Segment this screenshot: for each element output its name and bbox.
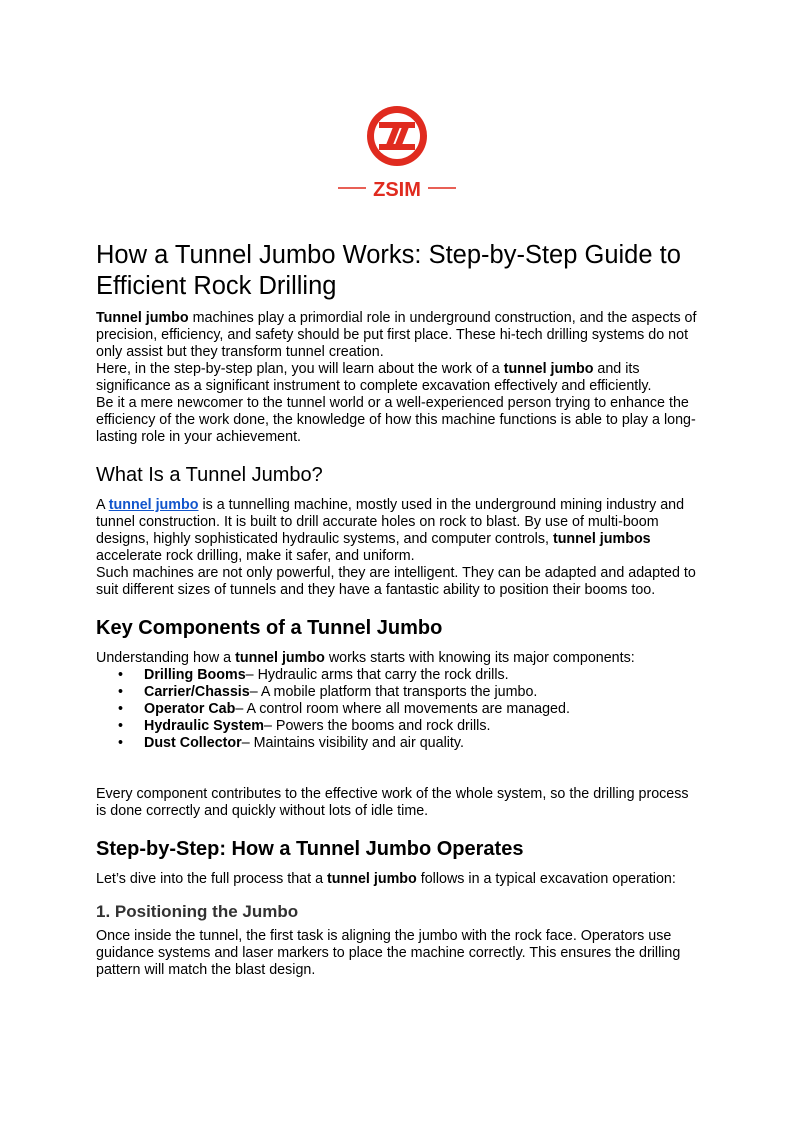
tunnel-jumbo-link[interactable]: tunnel jumbo	[108, 497, 199, 513]
list-item: • Dust Collector– Maintains visibility and air quality.	[118, 735, 464, 751]
intro-paragraph-3: Be it a mere newcomer to the tunnel world or a well-experienced person trying to enhance the efficiency of the work done, the knowledge of how this machine functions is able to play a long-lasting role in your achievement.	[96, 395, 696, 445]
what-is-paragraph-2: Such machines are not only powerful, they are intelligent. They can be adapted and adapted to suit different sizes of tunnels and they have a fantastic ability to position their booms too.	[96, 565, 696, 598]
steps-intro: Let’s dive into the full process that a tunnel jumbo follows in a typical excavation operation:	[96, 871, 676, 887]
list-item: • Carrier/Chassis– A mobile platform that transports the jumbo.	[118, 684, 538, 700]
article-content	[96, 240, 702, 979]
list-item: • Operator Cab– A control room where all movements are managed.	[118, 701, 570, 717]
intro-paragraph-1: Tunnel jumbo machines play a primordial role in underground construction, and the aspects of precision, efficiency, and safety should be put first place. These hi-tech drilling systems do not only assist but they transform tunnel creation.	[96, 310, 697, 360]
bullet-icon: •	[118, 701, 124, 717]
bullet-icon: •	[118, 684, 124, 700]
list-item: • Drilling Booms– Hydraulic arms that carry the rock drills.	[118, 667, 509, 683]
spacer	[96, 752, 702, 786]
components-list	[96, 667, 702, 752]
what-is-heading: What Is a Tunnel Jumbo?	[96, 464, 323, 486]
zsim-logo	[336, 104, 458, 204]
step-1-paragraph: Once inside the tunnel, the first task is aligning the jumbo with the rock face. Operators use guidance systems and laser markers to place the machine correctly. This ensures the drilling pattern will match the blast design.	[96, 928, 681, 978]
step-1-heading: 1. Positioning the Jumbo	[96, 902, 299, 921]
bullet-icon: •	[118, 667, 124, 683]
intro-paragraph-2: Here, in the step-by-step plan, you will learn about the work of a tunnel jumbo and its significance as a significant instrument to complete excavation effectively and efficiently.	[96, 361, 652, 394]
logo-wordmark: ZSIM	[373, 179, 421, 201]
components-outro: Every component contributes to the effective work of the whole system, so the drilling process is done correctly and quickly without lots of idle time.	[96, 786, 689, 819]
list-item: • Hydraulic System– Powers the booms and rock drills.	[118, 718, 491, 734]
page-title: How a Tunnel Jumbo Works: Step-by-Step Guide to Efficient Rock Drilling	[96, 241, 681, 300]
components-intro: Understanding how a tunnel jumbo works starts with knowing its major components:	[96, 650, 635, 666]
steps-heading: Step-by-Step: How a Tunnel Jumbo Operates	[96, 838, 524, 860]
logo-emblem-icon	[367, 106, 427, 166]
bullet-icon: •	[118, 735, 124, 751]
components-heading: Key Components of a Tunnel Jumbo	[96, 617, 443, 639]
bullet-icon: •	[118, 718, 124, 734]
what-is-paragraph-1: A tunnel jumbo is a tunnelling machine, mostly used in the underground mining industry and tunnel construction. It is built to drill accurate holes on rock to blast. By use of multi-boom designs, highly sophisticated hydraulic systems, and computer controls, tunnel jumbos accelerate rock drilling, make it safer, and uniform.	[96, 497, 685, 564]
